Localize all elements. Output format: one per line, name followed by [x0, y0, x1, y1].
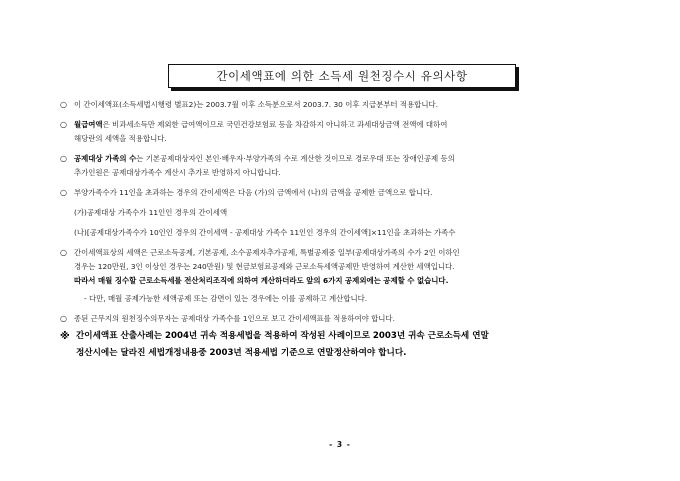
bullet-circle-icon: ○: [60, 120, 67, 129]
sub-item: (가)공제대상 가족수가 11인인 경우의 간이세액: [74, 208, 228, 217]
list-item: [60, 186, 640, 200]
page-title-text: 간이세액표에 의한 소득세 원천징수시 유의사항: [216, 69, 468, 83]
bullet-circle-icon: ○: [60, 100, 67, 109]
item-text-continued: 경우는 120만원, 3인 이상인 경우는 240만원) 및 현금보험료공제와 근로소득세액공제만 반영하여 계산한 세액입니다.: [74, 262, 455, 271]
page-number: - 3 -: [329, 440, 351, 449]
note-line: 정산시에는 달라진 세법개정내용중 2003년 적용세법 기준으로 연말정산하여야 합니다.: [76, 348, 407, 358]
item-text-continued: 추가인원은 공제대상가족수 계산시 추가로 반영하지 아니합니다.: [74, 168, 281, 177]
bullet-circle-icon: ○: [60, 314, 67, 323]
list-item: [60, 152, 640, 180]
item-text: 는 기본공제대상자인 본인·배우자·부양가족의 수로 계산한 것이므로 경로우대 또는 장애인공제 등의: [136, 154, 455, 163]
item-text: 은 비과세소득만 제외한 급여액이므로 국민건강보험료 등을 차감하지 아니하고 과세대상금액 전액에 대하여: [102, 120, 448, 129]
note-reference-icon: ※: [60, 331, 70, 342]
note-block: [60, 328, 640, 362]
note-line: 간이세액표 산출사례는 2004년 귀속 적용세법을 적용하여 작성된 사례이므로 2003년 귀속 근로소득세 연말: [76, 331, 489, 341]
list-item: [60, 246, 640, 288]
list-item: [60, 118, 640, 146]
item-bold-line: 따라서 매월 징수할 근로소득세를 전산처리조직에 의하여 계산하더라도 앞의 6가지 공제외에는 공제할 수 없습니다.: [74, 276, 449, 285]
item-text: 이 간이세액표(소득세법시행령 별표2)는 2003.7월 이후 소득분으로서 2003.7. 30 이후 지급분부터 적용합니다.: [74, 100, 438, 109]
item-text: 종된 근무지의 원천징수의무자는 공제대상 가족수를 1인으로 보고 간이세액표를 적용하여야 합니다.: [74, 314, 395, 323]
item-lead-bold: 공제대상 가족의 수: [74, 154, 137, 163]
item-text: 간이세액표상의 세액은 근로소득공제, 기본공제, 소수공제자추가공제, 특별공제중 일부(공제대상가족의 수가 2인 이하인: [74, 248, 460, 257]
bullet-circle-icon: ○: [60, 188, 67, 197]
item-lead-bold: 월급여액: [74, 120, 103, 129]
list-item: [60, 312, 640, 326]
bullet-circle-icon: ○: [60, 248, 67, 257]
item-text-continued: 해당란의 세액을 적용합니다.: [74, 134, 167, 143]
sub-item: (나)[공제대상가족수가 10인인 경우의 간이세액 - 공제대상 가족수 11인인 경우의 간이세액]×11인을 초과하는 가족수: [74, 228, 456, 237]
page-title: [168, 64, 516, 88]
document-body: [60, 98, 640, 362]
item-text: 부양가족수가 11인을 초과하는 경우의 간이세액은 다음 (가)의 금액에서 (나)의 금액을 공제한 금액으로 합니다.: [74, 188, 433, 197]
list-item: [60, 98, 640, 112]
sub-item: - 다만, 매월 공제가능한 세액공제 또는 감면이 있는 경우에는 이를 공제하고 계산합니다.: [84, 294, 368, 303]
bullet-circle-icon: ○: [60, 154, 67, 163]
